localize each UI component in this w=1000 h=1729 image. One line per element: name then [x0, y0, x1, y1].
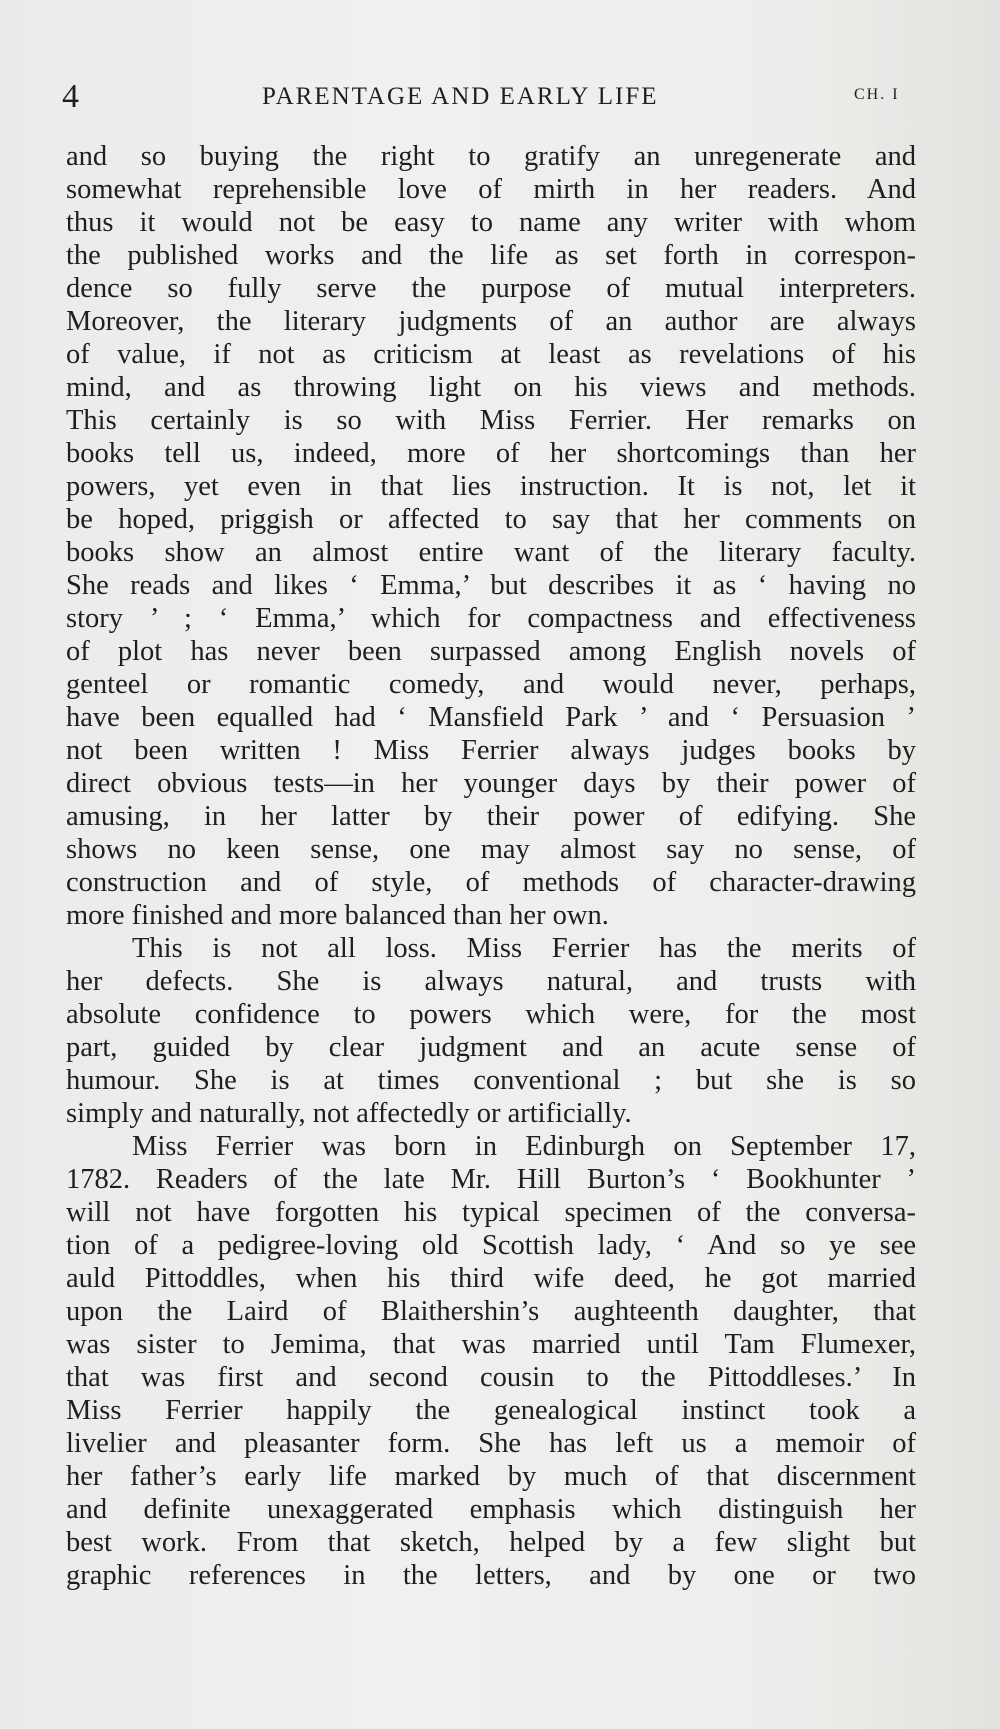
text-line: livelier and pleasanter form. She has left us a memoir of	[66, 1428, 916, 1459]
text-line: Miss Ferrier happily the genealogical instinct took a	[66, 1395, 916, 1426]
body-text	[66, 140, 916, 1592]
text-line: amusing, in her latter by their power of edifying. She	[66, 801, 916, 832]
text-line: and so buying the right to gratify an unregenerate and	[66, 141, 916, 172]
text-line: shows no keen sense, one may almost say no sense, of	[66, 834, 916, 865]
text-line: not been written ! Miss Ferrier always judges books by	[66, 735, 916, 766]
text-line: absolute confidence to powers which were, for the most	[66, 999, 916, 1030]
text-line: will not have forgotten his typical specimen of the conversa-	[66, 1197, 916, 1228]
text-line: mind, and as throwing light on his views and methods.	[66, 372, 916, 403]
text-line: her defects. She is always natural, and trusts with	[66, 966, 916, 997]
text-line: upon the Laird of Blaithershin’s aughteenth daughter, that	[66, 1296, 916, 1327]
text-line: the published works and the life as set forth in correspon-	[66, 240, 916, 271]
text-line: thus it would not be easy to name any writer with whom	[66, 207, 916, 238]
text-line: best work. From that sketch, helped by a few slight but	[66, 1527, 916, 1558]
text-line: simply and naturally, not affectedly or artificially.	[66, 1098, 632, 1129]
text-line: part, guided by clear judgment and an acute sense of	[66, 1032, 916, 1063]
text-line: more finished and more balanced than her own.	[66, 900, 609, 931]
text-line: She reads and likes ‘ Emma,’ but describes it as ‘ having no	[66, 570, 916, 601]
paragraph-1	[66, 140, 916, 932]
page-header	[62, 80, 932, 120]
page-number: 4	[62, 78, 79, 115]
text-line: graphic references in the letters, and by one or two	[66, 1560, 916, 1591]
text-line: dence so fully serve the purpose of mutual interpreters.	[66, 273, 916, 304]
text-line: books show an almost entire want of the literary faculty.	[66, 537, 916, 568]
text-line: somewhat reprehensible love of mirth in her readers. And	[66, 174, 916, 205]
text-line: that was first and second cousin to the Pittoddleses.’ In	[66, 1362, 916, 1393]
text-line: be hoped, priggish or affected to say that her comments on	[66, 504, 916, 535]
chapter-label: CH. I	[854, 86, 900, 103]
text-line: genteel or romantic comedy, and would never, perhaps,	[66, 669, 916, 700]
text-line: This certainly is so with Miss Ferrier. Her remarks on	[66, 405, 916, 436]
text-line: and definite unexaggerated emphasis which distinguish her	[66, 1494, 916, 1525]
text-line: story ’ ; ‘ Emma,’ which for compactness and effectiveness	[66, 603, 916, 634]
text-line: was sister to Jemima, that was married until Tam Flumexer,	[66, 1329, 916, 1360]
paragraph-2	[66, 932, 916, 1130]
paragraph-3	[66, 1130, 916, 1592]
text-line: auld Pittoddles, when his third wife deed, he got married	[66, 1263, 916, 1294]
text-line: direct obvious tests—in her younger days by their power of	[66, 768, 916, 799]
text-line: Moreover, the literary judgments of an author are always	[66, 306, 916, 337]
running-head: PARENTAGE AND EARLY LIFE	[262, 83, 659, 110]
text-line: 1782. Readers of the late Mr. Hill Burton’s ‘ Bookhunter ’	[66, 1164, 916, 1195]
text-line: of plot has never been surpassed among English novels of	[66, 636, 916, 667]
text-line: humour. She is at times conventional ; but she is so	[66, 1065, 916, 1096]
text-line: of value, if not as criticism at least as revelations of his	[66, 339, 916, 370]
text-line: books tell us, indeed, more of her shortcomings than her	[66, 438, 916, 469]
text-line: have been equalled had ‘ Mansfield Park ’ and ‘ Persuasion ’	[66, 702, 916, 733]
text-line: This is not all loss. Miss Ferrier has the merits of	[132, 933, 916, 964]
text-line: tion of a pedigree-loving old Scottish lady, ‘ And so ye see	[66, 1230, 916, 1261]
text-line: powers, yet even in that lies instruction. It is not, let it	[66, 471, 916, 502]
text-line: Miss Ferrier was born in Edinburgh on September 17,	[132, 1131, 916, 1162]
text-line: her father’s early life marked by much of that discernment	[66, 1461, 916, 1492]
text-line: construction and of style, of methods of character-drawing	[66, 867, 916, 898]
